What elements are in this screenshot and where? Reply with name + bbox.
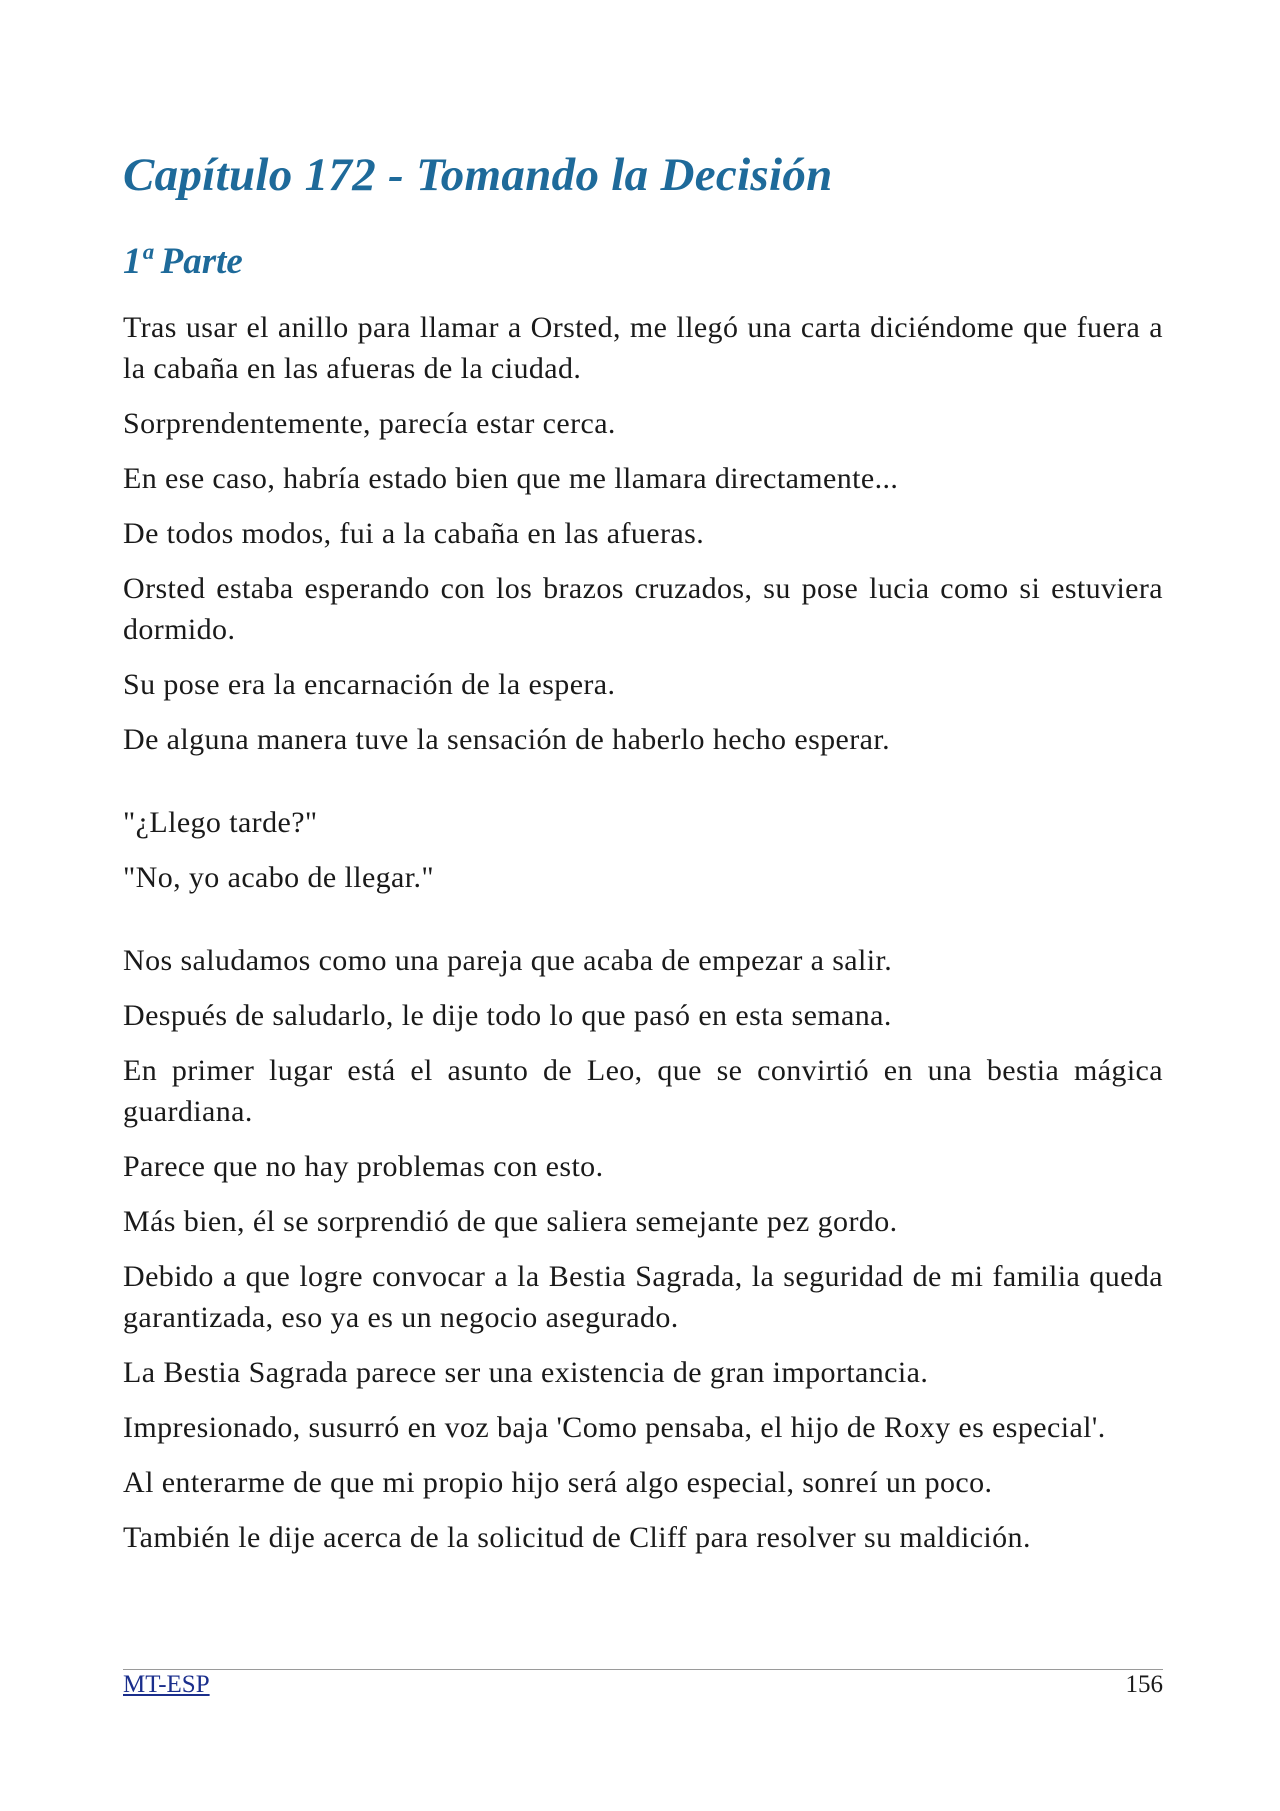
body-text (123, 307, 1163, 1572)
paragraph: Tras usar el anillo para llamar a Orsted, me llegó una carta diciéndome que fuera a la cabaña en las afueras de la ciudad. (123, 311, 1163, 385)
paragraph: También le dije acerca de la solicitud de Cliff para resolver su maldición. (123, 1521, 1031, 1554)
paragraph: En ese caso, habría estado bien que me llamara directamente... (123, 462, 899, 495)
paragraph: La Bestia Sagrada parece ser una existencia de gran importancia. (123, 1356, 929, 1389)
paragraph: Nos saludamos como una pareja que acaba de empezar a salir. (123, 944, 893, 977)
paragraph: Su pose era la encarnación de la espera. (123, 668, 616, 701)
document-page (123, 0, 1163, 1811)
paragraph: En primer lugar está el asunto de Leo, que se convirtió en una bestia mágica guardiana. (123, 1054, 1163, 1128)
paragraph: Al enterarme de que mi propio hijo será algo especial, sonreí un poco. (123, 1466, 993, 1499)
paragraph: Más bien, él se sorprendió de que saliera semejante pez gordo. (123, 1205, 898, 1238)
paragraph: Sorprendentemente, parecía estar cerca. (123, 407, 616, 440)
dialogue-line: "¿Llego tarde?" (123, 806, 318, 839)
part-title: 1ª Parte (123, 241, 243, 282)
dialogue-line: "No, yo acabo de llegar." (123, 861, 435, 894)
paragraph: De alguna manera tuve la sensación de haberlo hecho esperar. (123, 723, 890, 756)
paragraph: Debido a que logre convocar a la Bestia Sagrada, la seguridad de mi familia queda garantizada, eso ya es un negocio asegurado. (123, 1260, 1163, 1334)
paragraph: Parece que no hay problemas con esto. (123, 1150, 604, 1183)
footer-divider (123, 1669, 1163, 1670)
footer-link[interactable]: MT-ESP (123, 1671, 210, 1698)
page-number: 156 (1125, 1671, 1163, 1698)
paragraph: Después de saludarlo, le dije todo lo que pasó en esta semana. (123, 999, 892, 1032)
paragraph: Orsted estaba esperando con los brazos cruzados, su pose lucia como si estuviera dormido. (123, 572, 1163, 646)
paragraph: De todos modos, fui a la cabaña en las afueras. (123, 517, 705, 550)
paragraph: Impresionado, susurró en voz baja 'Como pensaba, el hijo de Roxy es especial'. (123, 1411, 1106, 1444)
chapter-title: Capítulo 172 - Tomando la Decisión (123, 149, 833, 201)
